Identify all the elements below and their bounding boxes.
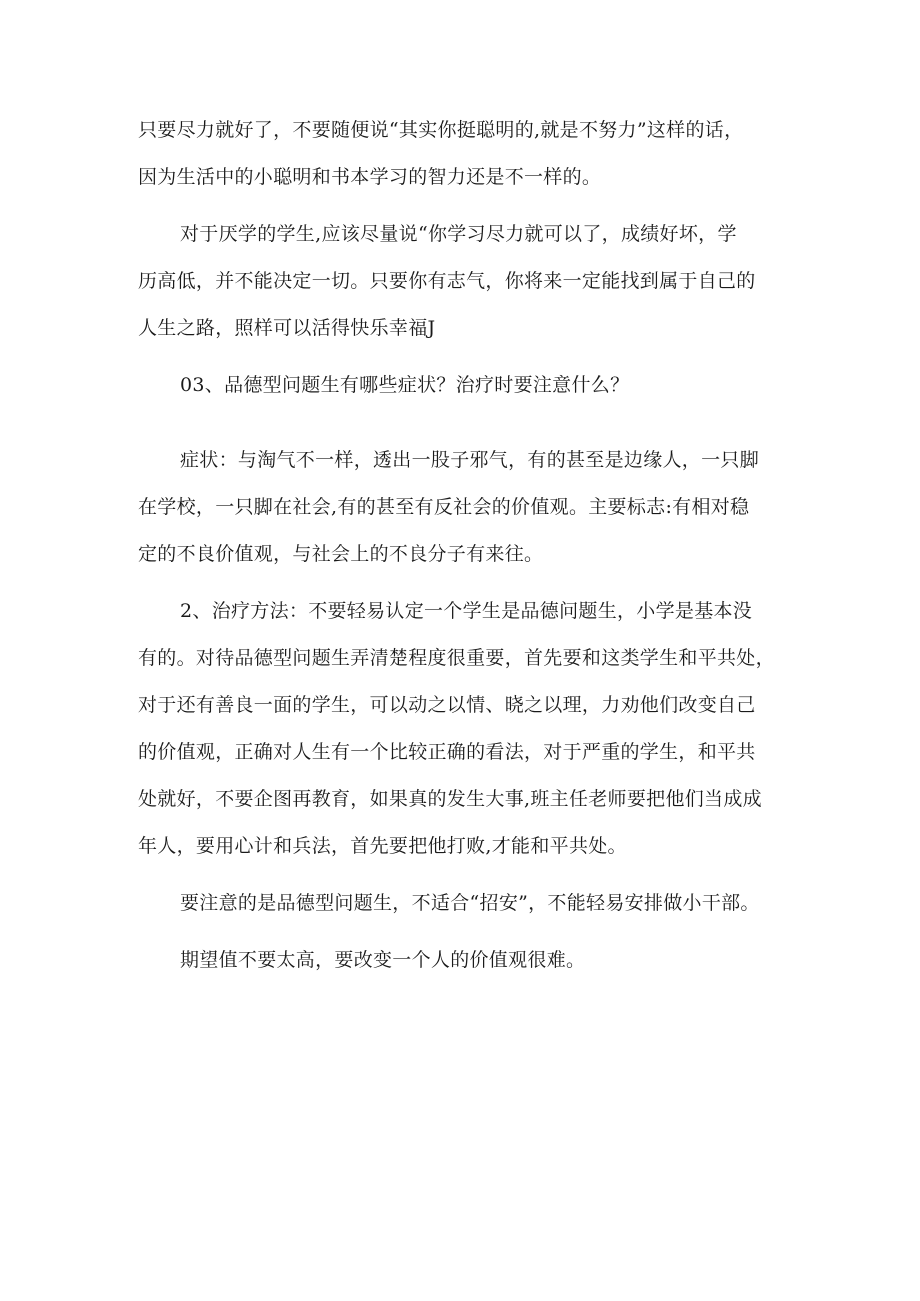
paragraph [138,211,810,352]
text-line: 03、品德型问题生有哪些症状？治疗时要注意什么？ [180,374,630,396]
text-line: 的价值观，正确对人生有一个比较正确的看法，对于严重的学生，和平共 [138,741,756,763]
text-line: 要注意的是品德型问题生，不适合“招安”，不能轻易安排做小干部。 [180,892,760,914]
text-line: 历高低，并不能决定一切。只要你有志气，你将来一定能找到属于自己的 [138,270,756,292]
text-line: 定的不良价值观，与社会上的不良分子有来往。 [138,543,544,565]
text-line: 2、治疗方法：不要轻易认定一个学生是品德问题生，小学是基本没 [180,600,753,622]
text-line: 人生之路，照样可以活得快乐幸福J [138,317,436,339]
text-line: 对于厌学的学生,应该尽量说“你学习尽力就可以了，成绩好坏，学 [180,223,737,245]
paragraph [138,588,810,870]
text-line: 年人，要用心计和兵法，首先要把他打败,才能和平共处。 [138,835,627,857]
paragraph [138,937,810,984]
paragraph [138,880,810,927]
text-line: 期望值不要太高，要改变一个人的价值观很难。 [180,949,586,971]
text-line: 处就好，不要企图再教育，如果真的发生大事,班主任老师要把他们当成成 [138,788,762,810]
text-line: 因为生活中的小聪明和书本学习的智力还是不一样的。 [138,166,602,188]
section-heading [138,362,810,409]
paragraph [138,107,810,201]
text-line: 在学校，一只脚在社会,有的甚至有反社会的价值观。主要标志:有相对稳 [138,496,750,518]
document-body [138,107,810,984]
text-line: 对于还有善良一面的学生，可以动之以情、晓之以理，力劝他们改变自己 [138,694,756,716]
paragraph [138,437,810,578]
text-line: 只要尽力就好了，不要随便说“其实你挺聪明的,就是不努力”这样的话， [138,119,744,141]
text-line: 有的。对待品德型问题生弄清楚程度很重要，首先要和这类学生和平共处， [138,647,775,669]
text-line: 症状：与淘气不一样，透出一股子邪气，有的甚至是边缘人，一只脚 [180,449,760,471]
